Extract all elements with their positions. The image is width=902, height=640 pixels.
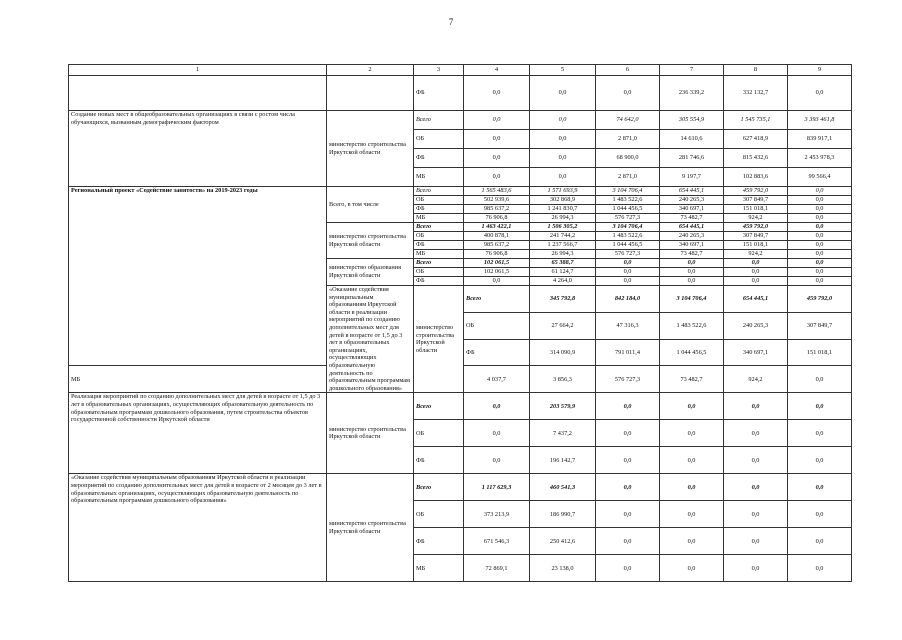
value-cell: 73 482,7: [660, 366, 724, 393]
value-cell: 47 316,3: [596, 312, 660, 339]
value-cell: 0,0: [464, 277, 530, 286]
funding-source: ОБ: [414, 420, 464, 447]
value-cell: 0,0: [788, 214, 852, 223]
value-cell: 815 432,6: [724, 149, 788, 168]
value-cell: 0,0: [788, 268, 852, 277]
row-description: «Оказание содействия муниципальным образованиям Иркутской области в реализации мероприятий по созданию дополнительных мест для детей в возрасте от 1,5 до 3 лет в образовательных организациях, осуществляющих образовательную деятельность по образовательным программам дошкольного образования»: [327, 286, 414, 393]
value-cell: 0,0: [660, 447, 724, 474]
value-cell: 0,0: [596, 259, 660, 268]
value-cell: 3 104 706,4: [660, 286, 724, 313]
value-cell: 0,0: [596, 501, 660, 528]
row-description: «Оказание содействия муниципальным образованиям Иркутской области в реализации мероприятий по созданию дополнительных мест для детей в возрасте от 2 месяцев до 3 лет в образовательных организациях, осуществляющих образовательную деятельность по образовательным программам дошкольного образования»: [69, 474, 327, 582]
value-cell: 1 044 456,5: [596, 241, 660, 250]
value-cell: 0,0: [788, 420, 852, 447]
value-cell: 151 018,1: [724, 205, 788, 214]
value-cell: 196 142,7: [530, 447, 596, 474]
value-cell: 924,2: [724, 250, 788, 259]
value-cell: 0,0: [788, 76, 852, 111]
value-cell: 340 697,1: [724, 339, 788, 366]
value-cell: 236 339,2: [660, 76, 724, 111]
value-cell: 2 871,0: [596, 130, 660, 149]
value-cell: 0,0: [788, 528, 852, 555]
value-cell: 4 264,0: [530, 277, 596, 286]
header-row: [69, 65, 852, 76]
value-cell: 250 412,6: [530, 528, 596, 555]
header-cell: 5: [530, 65, 596, 76]
funding-source: ОБ: [414, 232, 464, 241]
value-cell: 1 241 830,7: [530, 205, 596, 214]
value-cell: 0,0: [724, 268, 788, 277]
funding-source: МБ: [414, 555, 464, 582]
value-cell: 0,0: [660, 393, 724, 420]
value-cell: 0,0: [464, 447, 530, 474]
funding-source: ОБ: [414, 196, 464, 205]
value-cell: 0,0: [660, 501, 724, 528]
value-cell: 627 418,9: [724, 130, 788, 149]
value-cell: 102 883,6: [724, 168, 788, 187]
funding-source: ФБ: [414, 447, 464, 474]
value-cell: 924,2: [724, 214, 788, 223]
value-cell: 9 197,7: [660, 168, 724, 187]
header-cell: 2: [327, 65, 414, 76]
value-cell: 307 849,7: [788, 312, 852, 339]
funding-source: ФБ: [414, 277, 464, 286]
value-cell: 14 610,6: [660, 130, 724, 149]
value-cell: 576 727,3: [596, 250, 660, 259]
value-cell: 0,0: [596, 393, 660, 420]
value-cell: 73 482,7: [660, 250, 724, 259]
funding-source: ФБ: [414, 76, 464, 111]
responsible-executor: министерство строительства Иркутской области: [327, 474, 414, 582]
responsible-executor: Всего, в том числе: [327, 187, 414, 223]
funding-source: МБ: [414, 250, 464, 259]
value-cell: 203 579,9: [530, 393, 596, 420]
value-cell: 0,0: [596, 555, 660, 582]
value-cell: 0,0: [530, 130, 596, 149]
value-cell: 102 061,5: [464, 268, 530, 277]
row-description: Создание новых мест в общеобразовательных организациях в связи с ростом числа обучающихся, вызванным демографическим фактором: [69, 111, 327, 187]
row-description: Региональный проект «Содействие занятости» на 2019-2023 годы: [69, 187, 327, 366]
funding-source: Всего: [414, 474, 464, 501]
value-cell: 2 453 978,3: [788, 149, 852, 168]
funding-source: Всего: [414, 393, 464, 420]
value-cell: 0,0: [788, 277, 852, 286]
value-cell: 240 265,3: [660, 232, 724, 241]
value-cell: 186 990,7: [530, 501, 596, 528]
value-cell: 1 506 305,2: [530, 223, 596, 232]
value-cell: 72 869,1: [464, 555, 530, 582]
value-cell: 26 994,3: [530, 214, 596, 223]
value-cell: 459 792,0: [788, 286, 852, 313]
value-cell: 0,0: [660, 268, 724, 277]
value-cell: 340 697,1: [660, 205, 724, 214]
funding-source: ОБ: [414, 268, 464, 277]
value-cell: 0,0: [660, 474, 724, 501]
funding-source: Всего: [414, 111, 464, 130]
value-cell: 23 138,0: [530, 555, 596, 582]
value-cell: 281 746,6: [660, 149, 724, 168]
value-cell: 0,0: [788, 366, 852, 393]
value-cell: 0,0: [464, 168, 530, 187]
table-row: [69, 474, 852, 501]
header-cell: 9: [788, 65, 852, 76]
value-cell: 1 483 522,6: [660, 312, 724, 339]
value-cell: 307 849,7: [724, 232, 788, 241]
value-cell: 99 566,4: [788, 168, 852, 187]
value-cell: 65 388,7: [530, 259, 596, 268]
funding-source: Всего: [414, 223, 464, 232]
value-cell: 0,0: [788, 196, 852, 205]
value-cell: 0,0: [724, 501, 788, 528]
value-cell: 0,0: [788, 555, 852, 582]
responsible-executor: министерство строительства Иркутской области: [327, 223, 414, 259]
value-cell: 0,0: [464, 130, 530, 149]
funding-source: ФБ: [414, 205, 464, 214]
value-cell: 1 044 456,5: [660, 339, 724, 366]
value-cell: 305 554,9: [660, 111, 724, 130]
value-cell: 4 037,7: [464, 366, 530, 393]
funding-source: Всего: [414, 259, 464, 268]
value-cell: 924,2: [724, 366, 788, 393]
value-cell: 1 483 522,6: [596, 196, 660, 205]
value-cell: 1 463 422,1: [464, 223, 530, 232]
funding-source: ОБ: [464, 312, 530, 339]
value-cell: 0,0: [596, 447, 660, 474]
value-cell: 576 727,3: [596, 366, 660, 393]
responsible-executor: [327, 76, 414, 111]
value-cell: 61 124,7: [530, 268, 596, 277]
value-cell: 791 011,4: [596, 339, 660, 366]
header-cell: 7: [660, 65, 724, 76]
row-description: Реализация мероприятий по созданию дополнительных мест для детей в возрасте от 1,5 до 3 лет в образовательных организациях, осуществляющих образовательную деятельность по образовательным программам дошкольного образования, путем строительства объектов государственной собственности Иркутской области: [69, 393, 327, 474]
value-cell: 654 445,1: [724, 286, 788, 313]
funding-source: ОБ: [414, 130, 464, 149]
value-cell: 26 994,3: [530, 250, 596, 259]
value-cell: 0,0: [788, 474, 852, 501]
value-cell: 0,0: [530, 168, 596, 187]
table-row: [69, 393, 852, 420]
page-number: 7: [448, 17, 454, 27]
value-cell: 0,0: [788, 250, 852, 259]
value-cell: 985 637,2: [464, 205, 530, 214]
funding-source: МБ: [69, 366, 327, 393]
value-cell: 671 546,3: [464, 528, 530, 555]
header-cell: 4: [464, 65, 530, 76]
value-cell: 68 900,0: [596, 149, 660, 168]
value-cell: 839 917,1: [788, 130, 852, 149]
responsible-executor: министерство строительства Иркутской области: [414, 286, 464, 393]
value-cell: 0,0: [788, 447, 852, 474]
value-cell: 1 483 522,6: [596, 232, 660, 241]
value-cell: 0,0: [596, 76, 660, 111]
value-cell: 345 792,8: [530, 286, 596, 313]
funding-source: ФБ: [414, 528, 464, 555]
value-cell: 241 744,2: [530, 232, 596, 241]
value-cell: 332 132,7: [724, 76, 788, 111]
responsible-executor: министерство образования Иркутской области: [327, 259, 414, 286]
value-cell: 27 664,2: [530, 312, 596, 339]
value-cell: 0,0: [660, 420, 724, 447]
value-cell: 373 213,9: [464, 501, 530, 528]
value-cell: 0,0: [530, 149, 596, 168]
value-cell: 0,0: [660, 555, 724, 582]
value-cell: 74 642,0: [596, 111, 660, 130]
value-cell: 3 104 706,4: [596, 223, 660, 232]
value-cell: 1 571 693,9: [530, 187, 596, 196]
value-cell: 0,0: [464, 393, 530, 420]
value-cell: 1 044 456,5: [596, 205, 660, 214]
value-cell: 240 265,3: [724, 312, 788, 339]
value-cell: 302 868,9: [530, 196, 596, 205]
value-cell: 0,0: [660, 528, 724, 555]
value-cell: 3 104 706,4: [596, 187, 660, 196]
responsible-executor: министерство строительства Иркутской области: [327, 111, 414, 187]
funding-source: Всего: [464, 286, 530, 313]
value-cell: 102 061,5: [464, 259, 530, 268]
value-cell: 0,0: [788, 259, 852, 268]
value-cell: 240 265,3: [660, 196, 724, 205]
value-cell: 400 878,1: [464, 232, 530, 241]
value-cell: 0,0: [596, 277, 660, 286]
value-cell: 0,0: [724, 555, 788, 582]
value-cell: 0,0: [788, 393, 852, 420]
table-body: [69, 65, 852, 582]
value-cell: 0,0: [724, 259, 788, 268]
row-description: [69, 76, 327, 111]
value-cell: 0,0: [464, 76, 530, 111]
funding-source: ФБ: [414, 149, 464, 168]
header-cell: 3: [414, 65, 464, 76]
value-cell: 0,0: [464, 111, 530, 130]
value-cell: 1 565 483,6: [464, 187, 530, 196]
value-cell: 3 856,3: [530, 366, 596, 393]
budget-table: [68, 64, 852, 582]
value-cell: 0,0: [530, 76, 596, 111]
value-cell: 459 792,0: [724, 187, 788, 196]
funding-source: ФБ: [464, 339, 530, 366]
value-cell: 2 871,0: [596, 168, 660, 187]
value-cell: 0,0: [788, 501, 852, 528]
value-cell: 0,0: [660, 277, 724, 286]
value-cell: 842 184,0: [596, 286, 660, 313]
value-cell: 76 906,8: [464, 214, 530, 223]
value-cell: 985 637,2: [464, 241, 530, 250]
value-cell: 1 237 566,7: [530, 241, 596, 250]
value-cell: 1 545 735,1: [724, 111, 788, 130]
header-cell: 1: [69, 65, 327, 76]
value-cell: 654 445,1: [660, 187, 724, 196]
value-cell: 76 906,8: [464, 250, 530, 259]
value-cell: 0,0: [788, 241, 852, 250]
value-cell: 73 482,7: [660, 214, 724, 223]
value-cell: 0,0: [788, 205, 852, 214]
value-cell: 0,0: [724, 474, 788, 501]
value-cell: 7 437,2: [530, 420, 596, 447]
value-cell: 576 727,3: [596, 214, 660, 223]
table-row: [69, 187, 852, 196]
table-row: [69, 111, 852, 130]
value-cell: 151 018,1: [724, 241, 788, 250]
value-cell: 0,0: [724, 528, 788, 555]
value-cell: 0,0: [724, 277, 788, 286]
funding-source: ФБ: [414, 241, 464, 250]
value-cell: 0,0: [788, 232, 852, 241]
value-cell: 0,0: [596, 420, 660, 447]
value-cell: 0,0: [724, 393, 788, 420]
value-cell: 151 018,1: [788, 339, 852, 366]
value-cell: 460 541,3: [530, 474, 596, 501]
value-cell: 0,0: [724, 420, 788, 447]
value-cell: 3 393 461,8: [788, 111, 852, 130]
value-cell: 0,0: [788, 223, 852, 232]
value-cell: 0,0: [464, 149, 530, 168]
value-cell: 1 117 629,3: [464, 474, 530, 501]
funding-source: МБ: [414, 214, 464, 223]
value-cell: 0,0: [788, 187, 852, 196]
funding-source: Всего: [414, 187, 464, 196]
value-cell: 0,0: [530, 111, 596, 130]
value-cell: 314 090,9: [530, 339, 596, 366]
value-cell: 654 445,1: [660, 223, 724, 232]
header-cell: 8: [724, 65, 788, 76]
header-cell: 6: [596, 65, 660, 76]
responsible-executor: министерство строительства Иркутской области: [327, 393, 414, 474]
value-cell: 0,0: [724, 447, 788, 474]
value-cell: 0,0: [596, 474, 660, 501]
value-cell: 340 697,1: [660, 241, 724, 250]
value-cell: 459 792,0: [724, 223, 788, 232]
table-row: [69, 76, 852, 111]
value-cell: 0,0: [464, 420, 530, 447]
value-cell: 0,0: [596, 528, 660, 555]
value-cell: 0,0: [596, 268, 660, 277]
funding-source: МБ: [414, 168, 464, 187]
funding-source: ОБ: [414, 501, 464, 528]
value-cell: 307 849,7: [724, 196, 788, 205]
value-cell: 0,0: [660, 259, 724, 268]
value-cell: 502 939,6: [464, 196, 530, 205]
